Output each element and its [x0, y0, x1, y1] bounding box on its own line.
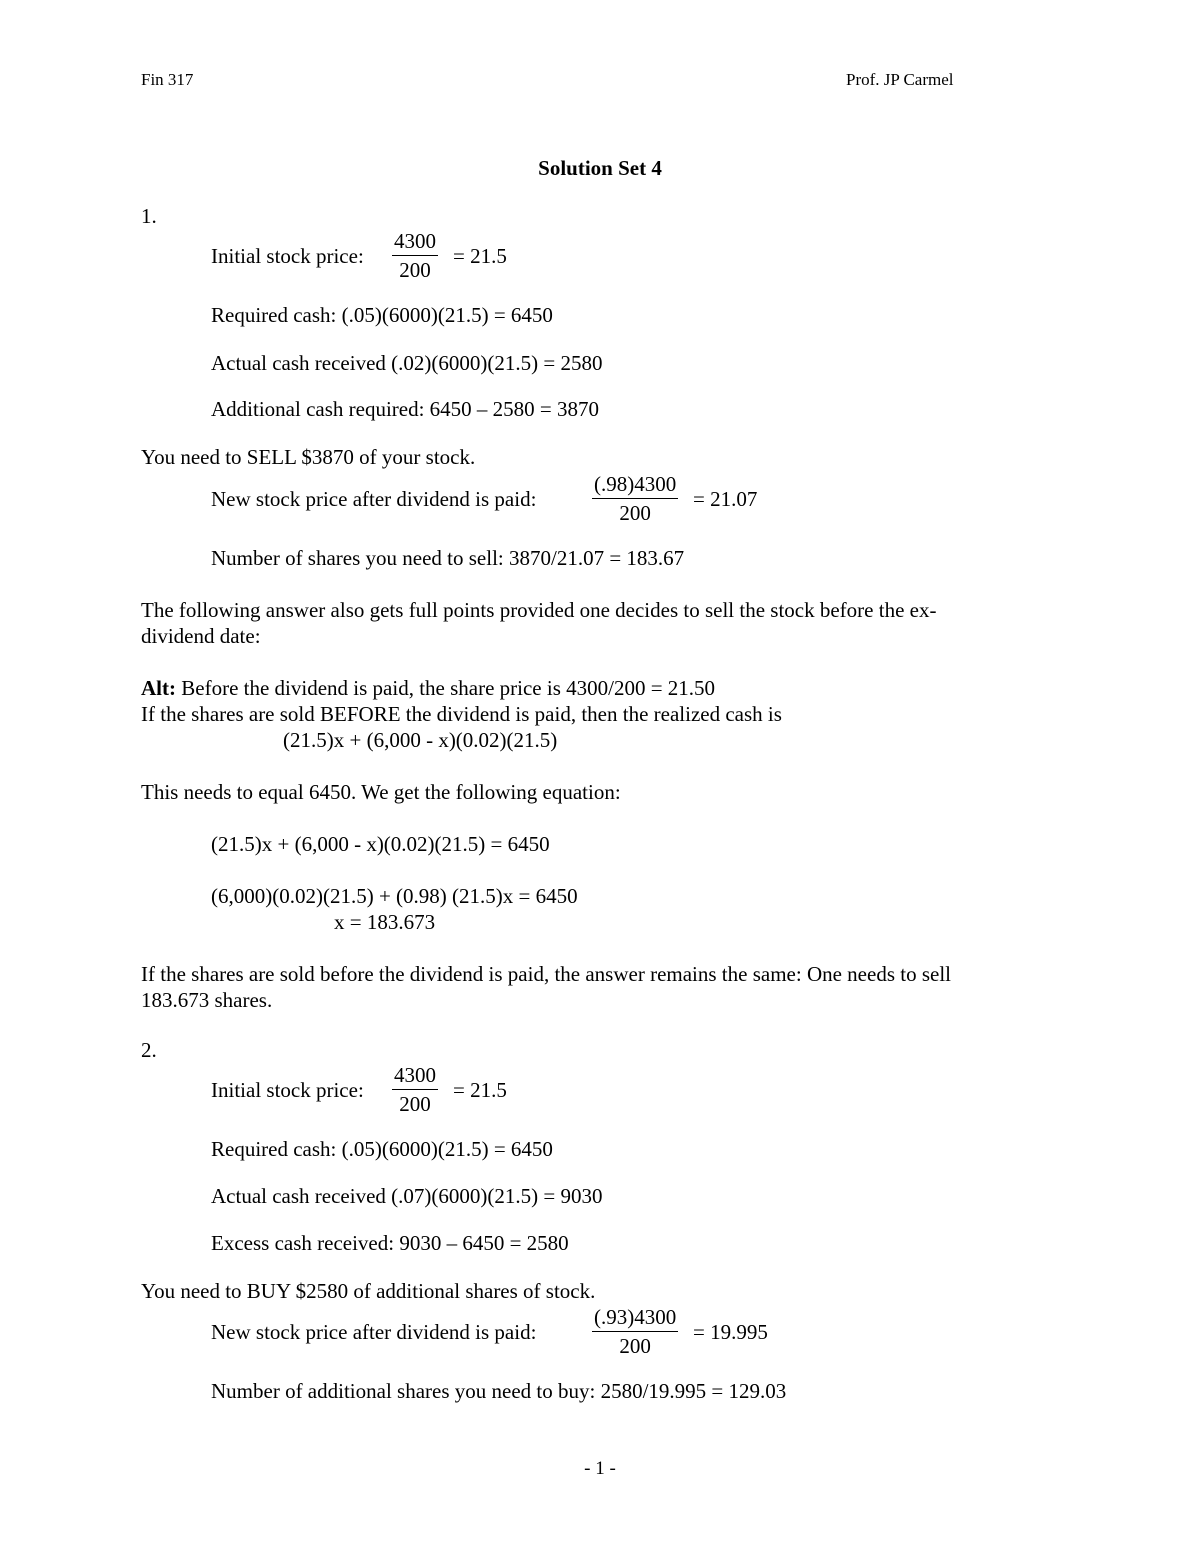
q1-initial-fraction	[392, 229, 438, 282]
q2-new-price-numerator: (.93)4300	[592, 1305, 678, 1332]
q2-new-price-fraction	[592, 1305, 678, 1358]
q1-new-price-numerator: (.98)4300	[592, 472, 678, 499]
q2-new-price-label: New stock price after dividend is paid:	[211, 1320, 537, 1344]
q2-initial-label: Initial stock price:	[211, 1078, 364, 1102]
q2-buy-line: You need to BUY $2580 of additional shares of stock.	[141, 1279, 596, 1303]
q1-conclusion-1: If the shares are sold before the dividend is paid, the answer remains the same: One needs to sell	[141, 962, 951, 986]
q2-new-price-denominator: 200	[619, 1334, 651, 1358]
q1-additional-cash: Additional cash required: 6450 – 2580 = 3870	[211, 397, 600, 421]
q1-equation-1: (21.5)x + (6,000 - x)(0.02)(21.5) = 6450	[211, 832, 550, 856]
page-title: Solution Set 4	[538, 156, 662, 180]
page-number: - 1 -	[584, 1458, 616, 1479]
q1-equation-2: (6,000)(0.02)(21.5) + (0.98) (21.5)x = 6450	[211, 884, 578, 908]
q1-alt-intro-1: The following answer also gets full points provided one decides to sell the stock before the ex-	[141, 598, 937, 622]
q1-alt-line-2: If the shares are sold BEFORE the dividend is paid, then the realized cash is	[141, 702, 782, 726]
q1-alt-label: Alt:	[141, 676, 176, 700]
q1-actual-cash: Actual cash received (.02)(6000)(21.5) = 2580	[211, 351, 603, 375]
q1-equation-3: x = 183.673	[334, 910, 436, 934]
q1-initial-denominator: 200	[399, 258, 431, 282]
q1-required-cash: Required cash: (.05)(6000)(21.5) = 6450	[211, 303, 553, 327]
q2-initial-result: = 21.5	[453, 1078, 507, 1102]
q1-new-price-denominator: 200	[619, 501, 651, 525]
q2-initial-denominator: 200	[399, 1092, 431, 1116]
q1-new-price-label: New stock price after dividend is paid:	[211, 487, 537, 511]
q1-equation-intro: This needs to equal 6450. We get the following equation:	[141, 780, 621, 804]
q1-new-price-result: = 21.07	[693, 487, 758, 511]
q2-shares-line: Number of additional shares you need to buy: 2580/19.995 = 129.03	[211, 1379, 787, 1403]
q1-alt-line-3: (21.5)x + (6,000 - x)(0.02)(21.5)	[283, 728, 558, 752]
q1-shares-line: Number of shares you need to sell: 3870/21.07 = 183.67	[211, 546, 685, 570]
q1-alt-line-1	[141, 676, 715, 701]
q2-required-cash: Required cash: (.05)(6000)(21.5) = 6450	[211, 1137, 553, 1161]
q2-initial-numerator: 4300	[392, 1063, 438, 1090]
header-course: Fin 317	[141, 70, 194, 89]
q2-actual-cash: Actual cash received (.07)(6000)(21.5) = 9030	[211, 1184, 603, 1208]
q2-number: 2.	[141, 1038, 157, 1062]
q1-alt-text: Before the dividend is paid, the share price is 4300/200 = 21.50	[176, 676, 716, 700]
q1-alt-intro-2: dividend date:	[141, 624, 261, 648]
q2-new-price-result: = 19.995	[693, 1320, 768, 1344]
q1-new-price-fraction	[592, 472, 678, 525]
q1-initial-label: Initial stock price:	[211, 244, 364, 268]
q2-initial-fraction	[392, 1063, 438, 1116]
header-professor: Prof. JP Carmel	[846, 70, 954, 89]
q1-sell-line: You need to SELL $3870 of your stock.	[141, 445, 476, 469]
q1-initial-numerator: 4300	[392, 229, 438, 256]
q2-excess-cash: Excess cash received: 9030 – 6450 = 2580	[211, 1231, 569, 1255]
q1-initial-result: = 21.5	[453, 244, 507, 268]
q1-number: 1.	[141, 204, 157, 228]
q1-conclusion-2: 183.673 shares.	[141, 988, 273, 1012]
